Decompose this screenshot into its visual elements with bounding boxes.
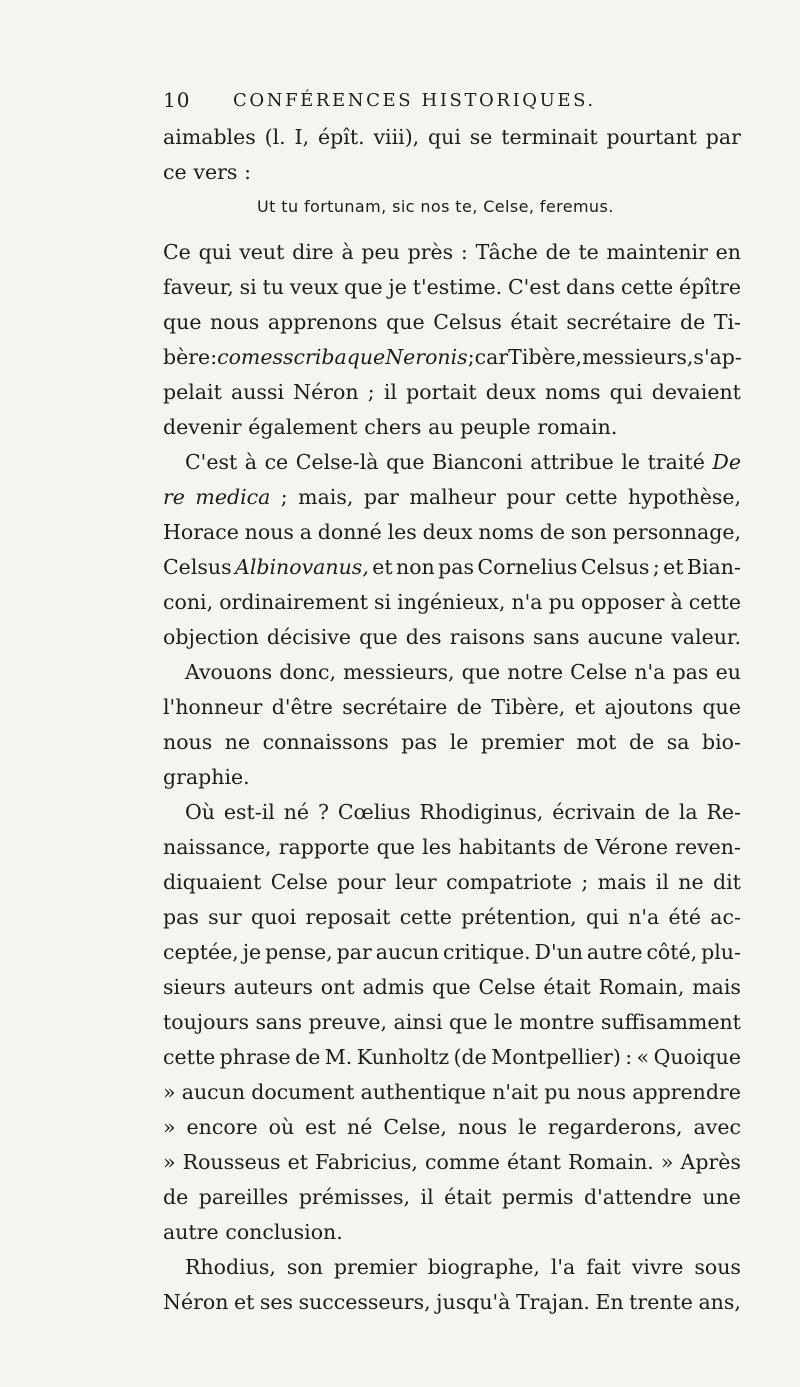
text-line: Ce qui veut dire à peu près : Tâche de te maintenir en [163,240,741,264]
page-header [163,88,743,116]
text-line: Néron et ses successeurs, jusqu'à Trajan. En trente ans, [163,1290,741,1314]
text-line: » aucun document authentique n'ait pu nous apprendre [163,1080,741,1104]
text-line: Horace nous a donné les deux noms de son personnage, [163,520,741,544]
text-line: de pareilles prémisses, il était permis d'attendre une [163,1185,741,1209]
text-line: Avouons donc, messieurs, que notre Celse n'a pas eu [185,660,741,684]
text-line: aimables (l. I, épît. viii), qui se terminait pourtant par [163,125,741,149]
text-line: C'est à ce Celse-là que Bianconi attribue le traité De [185,450,741,474]
text-line: que nous apprenons que Celsus était secrétaire de Ti- [163,310,741,334]
running-title: CONFÉRENCES HISTORIQUES. [233,90,596,111]
text-line: bère : comes scribaque Neronis ; car Tibère, messieurs, s'ap- [163,345,742,369]
text-line: sieurs auteurs ont admis que Celse était Romain, mais [163,975,741,999]
text-line: faveur, si tu veux que je t'estime. C'est dans cette épître [163,275,741,299]
text-line: ceptée, je pense, par aucun critique. D'un autre côté, plu- [163,940,741,964]
verse-quotation: Ut tu fortunam, sic nos te, Celse, feremus. [257,197,614,216]
body-text [163,120,741,1320]
text-line: naissance, rapporte que les habitants de Vérone reven- [163,835,741,859]
text-line: Celsus Albinovanus, et non pas Cornelius Celsus ; et Bian- [163,555,741,579]
text-line: graphie. [163,765,250,789]
text-line: Où est-il né ? Cœlius Rhodiginus, écrivain de la Re- [185,800,741,824]
text-line: cette phrase de M. Kunholtz (de Montpellier) : « Quoique [163,1045,741,1069]
text-line: Rhodius, son premier biographe, l'a fait vivre sous [185,1255,741,1279]
text-line: re medica ; mais, par malheur pour cette hypothèse, [163,485,741,509]
text-line: autre conclusion. [163,1220,343,1244]
text-line: ce vers : [163,160,252,184]
text-line: devenir également chers au peuple romain. [163,415,618,439]
text-line: pas sur quoi reposait cette prétention, qui n'a été ac- [163,905,741,929]
text-line: toujours sans preuve, ainsi que le montre suffisamment [163,1010,741,1034]
text-line: » Rousseus et Fabricius, comme étant Romain. » Après [163,1150,741,1174]
text-line: diquaient Celse pour leur compatriote ; mais il ne dit [163,870,741,894]
text-line: coni, ordinairement si ingénieux, n'a pu opposer à cette [163,590,741,614]
text-line: l'honneur d'être secrétaire de Tibère, et ajoutons que [163,695,741,719]
text-line: » encore où est né Celse, nous le regarderons, avec [163,1115,741,1139]
text-line: nous ne connaissons pas le premier mot de sa bio- [163,730,741,754]
page-number: 10 [163,88,191,112]
text-line: pelait aussi Néron ; il portait deux noms qui devaient [163,380,741,404]
text-line: objection décisive que des raisons sans aucune valeur. [163,625,741,649]
